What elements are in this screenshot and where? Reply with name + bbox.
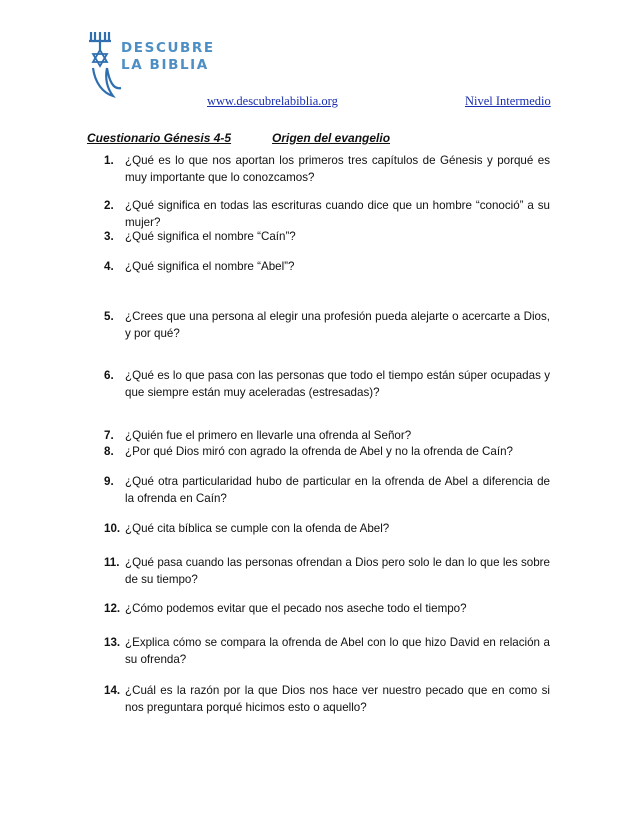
question-number: 14. xyxy=(104,684,121,697)
question-text: ¿Cuál es la razón por la que Dios nos hace ver nuestro pecado que en como si nos preguntara porqué hicimos esto o aquello? xyxy=(125,684,550,714)
question-number: 6. xyxy=(104,369,114,382)
question-number: 8. xyxy=(104,445,114,458)
website-link[interactable]: www.descubrelabiblia.org xyxy=(207,94,338,108)
brand-line-1: DESCUBRE xyxy=(121,40,215,56)
question-text: ¿Quién fue el primero en llevarle una ofrenda al Señor? xyxy=(125,429,412,442)
question-text: ¿Qué significa en todas las escrituras cuando dice que un hombre “conoció” a su mujer? xyxy=(125,199,550,229)
question-number: 9. xyxy=(104,475,114,488)
star-of-david-icon xyxy=(93,50,107,66)
question-text: ¿Qué es lo que nos aportan los primeros tres capítulos de Génesis y porqué es muy importante que lo conozcamos? xyxy=(125,154,550,184)
question-text: ¿Explica cómo se compara la ofrenda de Abel con lo que hizo David en relación a su ofrenda? xyxy=(125,636,550,666)
question-item xyxy=(104,428,550,445)
question-item xyxy=(104,309,550,342)
question-item xyxy=(104,683,550,716)
brand-line-2: LA BIBLIA xyxy=(121,57,209,73)
question-item xyxy=(104,368,550,401)
question-text: ¿Cómo podemos evitar que el pecado nos aseche todo el tiempo? xyxy=(125,602,467,615)
question-number: 2. xyxy=(104,199,114,212)
level-link[interactable]: Nivel Intermedio xyxy=(465,94,551,108)
question-item xyxy=(104,521,550,538)
question-number: 5. xyxy=(104,310,114,323)
question-item xyxy=(104,198,550,231)
fish-icon xyxy=(93,68,121,96)
question-number: 13. xyxy=(104,636,121,649)
question-number: 1. xyxy=(104,154,114,167)
question-text: ¿Qué otra particularidad hubo de particular en la ofrenda de Abel a diferencia de la ofrenda en Caín? xyxy=(125,475,550,505)
question-text: ¿Qué significa el nombre “Caín”? xyxy=(125,230,296,243)
question-number: 10. xyxy=(104,522,121,535)
question-item xyxy=(104,229,550,246)
question-number: 4. xyxy=(104,260,114,273)
quiz-subtitle: Origen del evangelio xyxy=(272,131,391,145)
question-item xyxy=(104,444,550,461)
question-text: ¿Por qué Dios miró con agrado la ofrenda de Abel y no la ofrenda de Caín? xyxy=(125,445,513,458)
question-item xyxy=(104,153,550,186)
question-number: 3. xyxy=(104,230,114,243)
question-text: ¿Crees que una persona al elegir una profesión pueda alejarte o acercarte a Dios, y por qué? xyxy=(125,310,550,340)
question-item xyxy=(104,555,550,588)
question-text: ¿Qué es lo que pasa con las personas que todo el tiempo están súper ocupadas y que siempre están muy aceleradas (estresadas)? xyxy=(125,369,550,399)
question-item xyxy=(104,474,550,507)
brand-name xyxy=(121,40,215,74)
quiz-title: Cuestionario Génesis 4-5 xyxy=(87,131,232,145)
question-item xyxy=(104,259,550,276)
question-number: 12. xyxy=(104,602,121,615)
question-text: ¿Qué significa el nombre “Abel”? xyxy=(125,260,295,273)
question-text: ¿Qué pasa cuando las personas ofrendan a Dios pero solo le dan lo que les sobre de su tiempo? xyxy=(125,556,550,586)
question-item xyxy=(104,635,550,668)
question-text: ¿Qué cita bíblica se cumple con la ofenda de Abel? xyxy=(125,522,390,535)
question-item xyxy=(104,601,550,618)
question-number: 11. xyxy=(104,556,120,569)
question-number: 7. xyxy=(104,429,114,442)
